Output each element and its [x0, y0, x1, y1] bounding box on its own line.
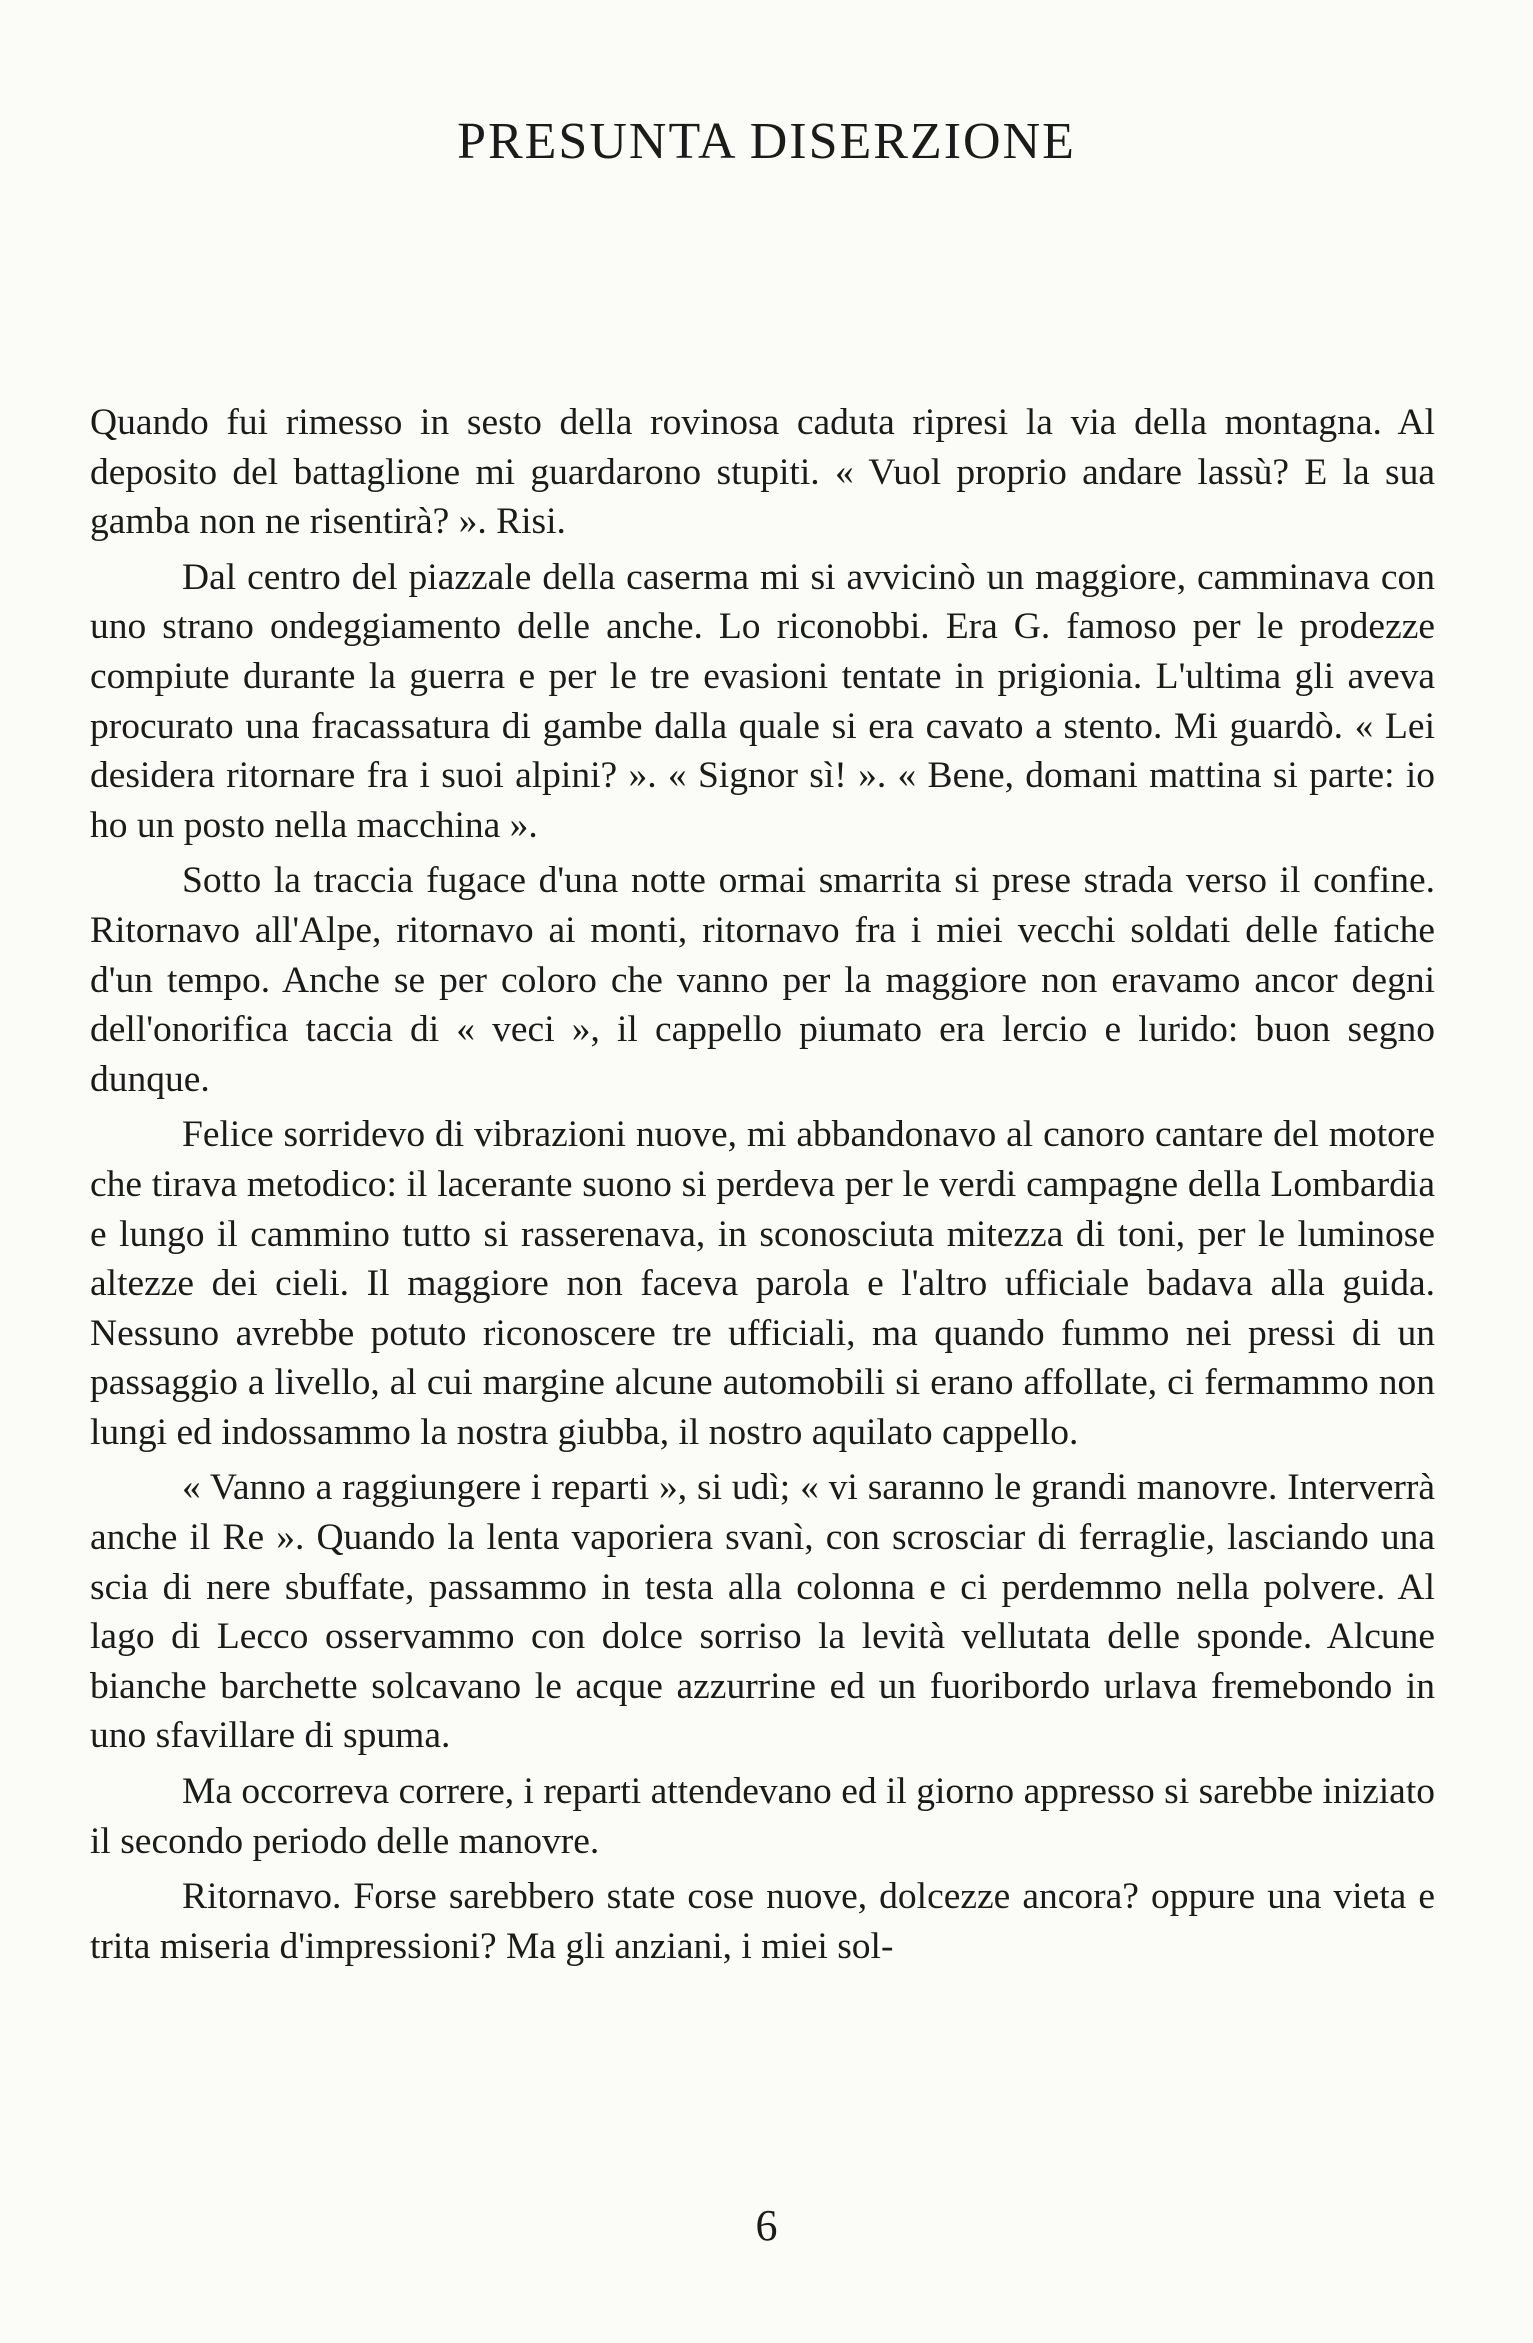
paragraph: Felice sorridevo di vibrazioni nuove, mi abbandonavo al canoro cantare del motore che tirava metodico: il lacerante suono si perdeva per le verdi campagne della Lombardia e lungo il cammino tutto si rasserenava, in sconosciuta mitezza di toni, per le luminose altezze dei cieli. Il maggiore non faceva parola e l'altro ufficiale badava alla guida. Nessuno avrebbe potuto riconoscere tre ufficiali, ma quando fummo nei pressi di un passaggio a livello, al cui margine alcune automobili si erano affollate, ci fermammo non lungi ed indossammo la nostra giubba, il nostro aquilato cappello. — [90, 1114, 1435, 1453]
paragraph: Sotto la traccia fugace d'una notte ormai smarrita si prese strada verso il confine. Ritornavo all'Alpe, ritornavo ai monti, ritornavo fra i miei vecchi soldati delle fatiche d'un tempo. Anche se per coloro che vanno per la maggiore non eravamo ancor degni dell'onorifica taccia di « veci », il cappello piumato era lercio e lurido: buon segno dunque. — [90, 860, 1435, 1100]
paragraph: Quando fui rimesso in sesto della rovinosa caduta ripresi la via della montagna. Al deposito del battaglione mi guardarono stupiti. « Vuol proprio andare lassù? E la sua gamba non ne risentirà? ». Risi. — [90, 402, 1435, 543]
paragraph: Dal centro del piazzale della caserma mi si avvicinò un maggiore, camminava con uno strano ondeggiamento delle anche. Lo riconobbi. Era G. famoso per le prodezze compiute durante la guerra e per le tre evasioni tentate in prigionia. L'ultima gli aveva procurato una fracassatura di gambe dalla quale si era cavato a stento. Mi guardò. « Lei desidera ritornare fra i suoi alpini? ». « Signor sì! ». « Bene, domani mattina si parte: io ho un posto nella macchina ». — [90, 556, 1435, 846]
page-number: 6 — [755, 2201, 778, 2250]
paragraph: Ritornavo. Forse sarebbero state cose nuove, dolcezze ancora? oppure una vieta e trita miseria d'impressioni? Ma gli anziani, i miei sol- — [90, 1876, 1435, 1967]
paragraph: Ma occorreva correre, i reparti attendevano ed il giorno appresso si sarebbe iniziato il secondo periodo delle manovre. — [90, 1771, 1435, 1862]
paragraph: « Vanno a raggiungere i reparti », si udì; « vi saranno le grandi manovre. Interverrà anche il Re ». Quando la lenta vaporiera svanì, con scrosciar di ferraglie, lasciando una scia di nere sbuffate, passammo in testa alla colonna e ci perdemmo nella polvere. Al lago di Lecco osservammo con dolce sorriso la levità vellutata delle sponde. Alcune bianche barchette solcavano le acque azzurrine ed un fuoribordo urlava fremebondo in uno sfavillare di spuma. — [90, 1467, 1435, 1757]
chapter-title: PRESUNTA DISERZIONE — [457, 113, 1076, 170]
chapter-body — [90, 398, 1435, 1977]
